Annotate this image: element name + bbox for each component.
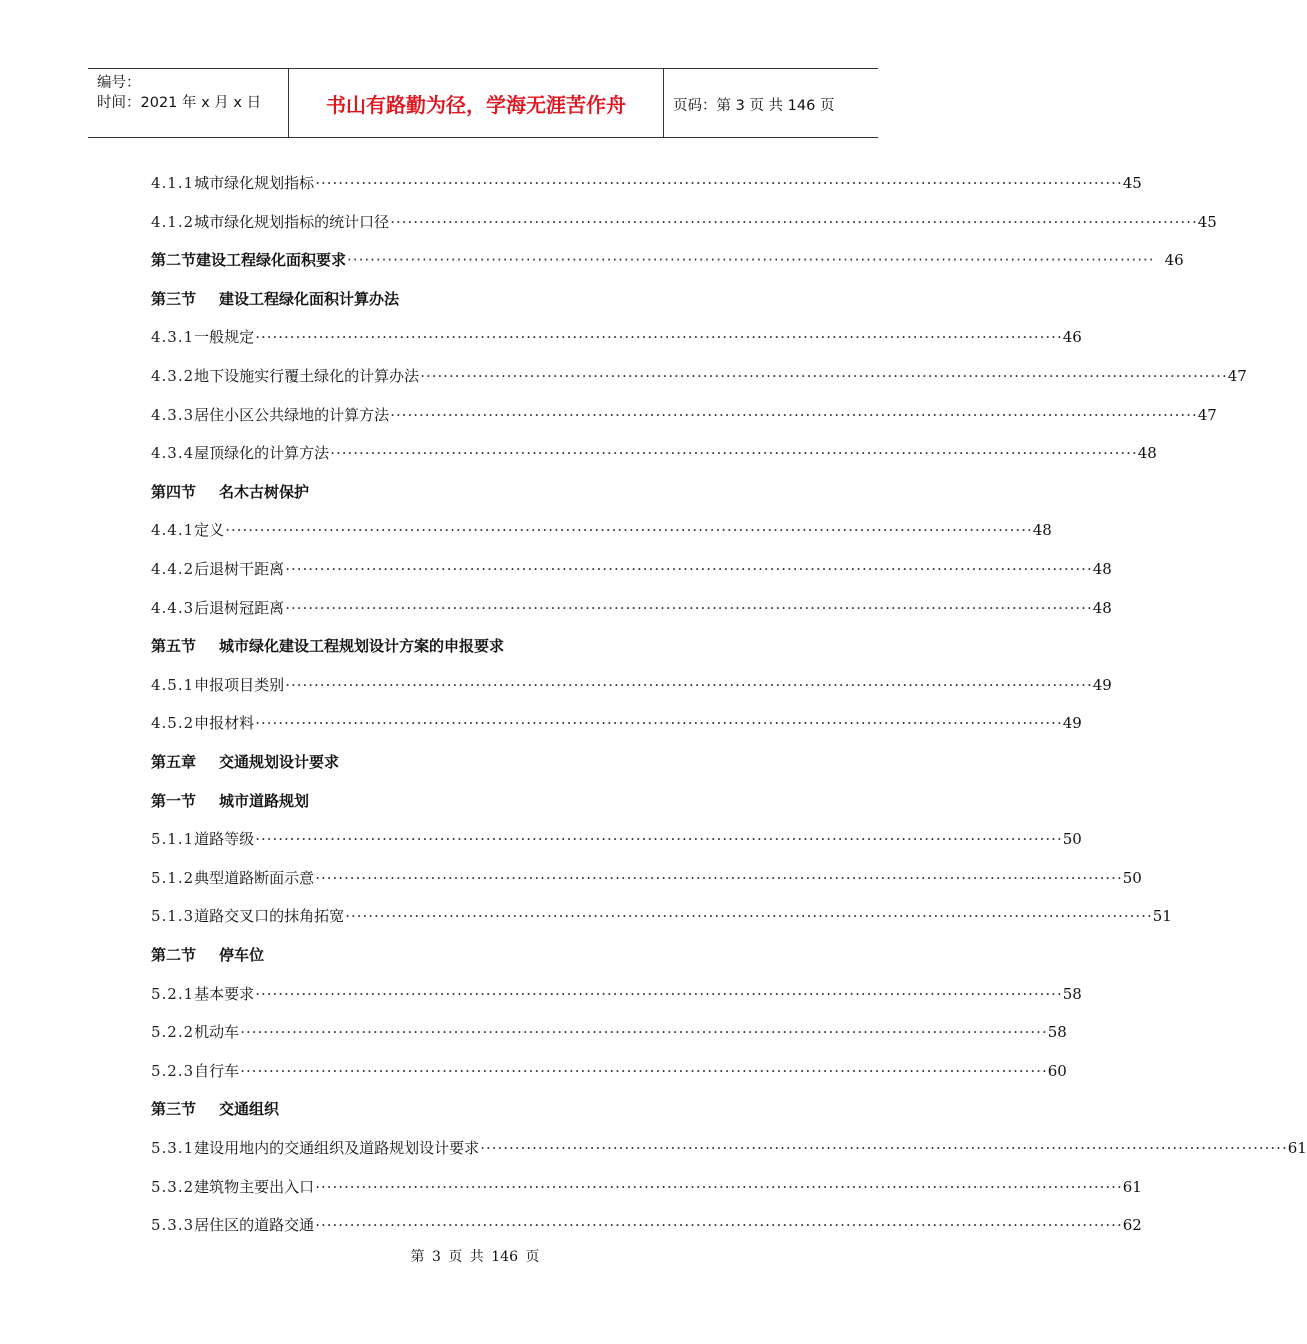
toc-entry — [151, 827, 1082, 851]
toc-page-number: 50 — [1122, 868, 1142, 887]
page-info: 页码：第 3 页 共 146 页 — [673, 98, 835, 114]
leader-dots: ············································································································································ — [390, 212, 1198, 231]
toc-entry — [151, 1136, 1307, 1160]
leader-dots: ············································································································································ — [345, 907, 1153, 926]
toc-section-title: 交通规划设计要求 — [219, 753, 340, 771]
toc-entry-number: 4.5.2 — [151, 714, 195, 733]
toc-page-number: 58 — [1047, 1023, 1067, 1042]
leader-dots: ············································································································································ — [255, 830, 1063, 849]
leader-dots: ············································································································································ — [255, 714, 1063, 733]
page-footer: 第 3 页 共 146 页 — [410, 1249, 540, 1265]
toc-section-label: 第一节 — [151, 791, 197, 810]
leader-dots: ············································································································································ — [347, 251, 1155, 270]
toc-entry — [151, 1020, 1067, 1044]
toc-page-number: 48 — [1032, 521, 1052, 540]
motto-text: 书山有路勤为径，学海无涯苦作舟 — [326, 93, 626, 117]
toc-entry-number: 5.1.3 — [151, 907, 195, 926]
toc-section-heading — [151, 480, 309, 504]
toc-entry-number: 4.5.1 — [151, 675, 195, 694]
toc-page-number: 48 — [1092, 598, 1112, 617]
toc-entry-title: 建设用地内的交通组织及道路规划设计要求 — [194, 1139, 480, 1157]
leader-dots: ············································································································································ — [285, 560, 1093, 578]
toc-entry-title: 地下设施实行覆土绿化的计算办法 — [194, 367, 420, 385]
toc-entry-title: 后退树干距离 — [194, 560, 285, 578]
toc-page-number: 46 — [1164, 251, 1184, 270]
toc-entry-title: 道路交叉口的抹角拓宽 — [194, 907, 345, 926]
leader-dots: ············································································································································ — [315, 1216, 1123, 1235]
leader-dots: ············································································································································ — [285, 598, 1093, 617]
toc-section-title: 建设工程绿化面积要求 — [196, 251, 347, 270]
toc-entry-title: 申报项目类别 — [194, 675, 285, 694]
leader-dots: ············································································································································ — [480, 1139, 1288, 1157]
toc-entry-number: 5.3.2 — [151, 1177, 195, 1196]
toc-entry — [151, 518, 1052, 542]
leader-dots: ············································································································································ — [420, 367, 1228, 385]
toc-entry-title: 屋顶绿化的计算方法 — [194, 444, 330, 463]
leader-dots: ············································································································································ — [285, 675, 1093, 694]
toc-entry-title: 一般规定 — [194, 328, 255, 347]
toc-section-title: 建设工程绿化面积计算办法 — [219, 289, 400, 308]
time-label: 时间：2021 年 x 月 x 日 — [97, 95, 262, 111]
toc-page-number: 48 — [1137, 444, 1157, 463]
toc-page-number: 45 — [1197, 212, 1217, 231]
leader-dots: ············································································································································ — [390, 405, 1198, 424]
toc-entry-title: 机动车 — [194, 1023, 240, 1042]
toc-entry-title: 申报材料 — [194, 714, 255, 733]
toc-entry-number: 4.3.2 — [151, 367, 195, 385]
toc-section-label: 第五章 — [151, 753, 197, 771]
leader-dots: ············································································································································ — [330, 444, 1138, 463]
toc-page-number: 47 — [1227, 367, 1247, 385]
toc-section-label: 第五节 — [151, 637, 197, 656]
toc-entry — [151, 557, 1112, 581]
leader-dots: ············································································································································ — [315, 868, 1123, 887]
toc-section-heading — [151, 943, 264, 967]
leader-dots: ············································································································································ — [225, 521, 1033, 540]
toc-page-number: 50 — [1062, 830, 1082, 849]
toc-entry-number: 4.3.1 — [151, 328, 195, 347]
leader-dots: ············································································································································ — [315, 1177, 1123, 1196]
toc-entry — [151, 1213, 1142, 1237]
toc-entry-title: 道路等级 — [194, 830, 255, 849]
toc-section-label: 第二节 — [151, 946, 197, 964]
leader-dots: ············································································································································ — [255, 328, 1063, 347]
toc-section-label: 第三节 — [151, 289, 197, 308]
toc-entry — [151, 403, 1217, 427]
toc-section-heading — [151, 750, 339, 774]
toc-page-number: 58 — [1062, 984, 1082, 1003]
toc-entry-title: 城市绿化规划指标 — [194, 174, 315, 192]
toc-entry-title: 居住区的道路交通 — [194, 1216, 315, 1235]
toc-entry — [151, 982, 1082, 1006]
toc-section-heading — [151, 248, 1184, 272]
toc-section-label: 第三节 — [151, 1100, 197, 1119]
toc-entry — [151, 325, 1082, 349]
toc-entry — [151, 1175, 1142, 1199]
toc-entry-number: 5.1.2 — [151, 868, 195, 887]
toc-entry-number: 5.2.3 — [151, 1061, 195, 1080]
number-label: 编号： — [97, 75, 141, 91]
toc-entry — [151, 171, 1142, 195]
toc-page-number: 60 — [1047, 1061, 1067, 1080]
toc-page-number: 46 — [1062, 328, 1082, 347]
toc-entry-number: 4.1.1 — [151, 174, 195, 192]
toc-entry-number: 5.1.1 — [151, 830, 195, 849]
toc-section-heading — [151, 789, 309, 813]
toc-entry — [151, 711, 1082, 735]
toc-entry — [151, 866, 1142, 890]
toc-section-heading — [151, 287, 399, 311]
toc-page-number: 45 — [1122, 174, 1142, 192]
toc-entry-number: 4.4.1 — [151, 521, 195, 540]
toc-entry — [151, 1059, 1067, 1083]
toc-entry-number: 5.3.1 — [151, 1139, 195, 1157]
toc-entry — [151, 441, 1157, 465]
toc-entry-number: 5.2.1 — [151, 984, 195, 1003]
leader-dots: ············································································································································ — [240, 1061, 1048, 1080]
toc-entry — [151, 364, 1247, 388]
toc-entry-number: 5.2.2 — [151, 1023, 195, 1042]
leader-dots: ············································································································································ — [255, 984, 1063, 1003]
toc-page-number: 48 — [1092, 560, 1112, 578]
toc-entry-title: 后退树冠距离 — [194, 598, 285, 617]
toc-entry — [151, 210, 1217, 234]
leader-dots: ············································································································································ — [240, 1023, 1048, 1042]
toc-section-heading — [151, 1097, 279, 1121]
toc-section-title: 停车位 — [219, 946, 265, 964]
toc-entry-title: 城市绿化规划指标的统计口径 — [194, 212, 390, 231]
toc-entry-title: 自行车 — [194, 1061, 240, 1080]
toc-section-title: 交通组织 — [219, 1100, 280, 1119]
toc-section-title: 城市绿化建设工程规划设计方案的申报要求 — [219, 637, 505, 656]
toc-section-heading — [151, 634, 504, 658]
toc-entry-number: 5.3.3 — [151, 1216, 195, 1235]
toc-section-title: 城市道路规划 — [219, 791, 310, 810]
toc-section-title: 名木古树保护 — [219, 482, 310, 501]
toc-entry — [151, 596, 1112, 620]
toc-entry-number: 4.1.2 — [151, 212, 195, 231]
toc-entry-title: 基本要求 — [194, 984, 255, 1003]
toc-page-number: 61 — [1122, 1177, 1142, 1196]
toc-page-number: 61 — [1287, 1139, 1307, 1157]
toc-section-label: 第四节 — [151, 482, 197, 501]
toc-entry-title: 居住小区公共绿地的计算方法 — [194, 405, 390, 424]
toc-entry-title: 定义 — [194, 521, 225, 540]
toc-page-number: 51 — [1152, 907, 1172, 926]
toc-page-number: 49 — [1092, 675, 1112, 694]
toc-entry — [151, 904, 1172, 928]
toc-entry-title: 建筑物主要出入口 — [194, 1177, 315, 1196]
toc-entry-title: 典型道路断面示意 — [194, 868, 315, 887]
toc-entry — [151, 673, 1112, 697]
leader-dots: ············································································································································ — [315, 174, 1123, 192]
toc-entry-number: 4.3.4 — [151, 444, 195, 463]
toc-entry-number: 4.3.3 — [151, 405, 195, 424]
toc-section-label: 第二节 — [151, 251, 197, 270]
toc-page-number: 49 — [1062, 714, 1082, 733]
toc-entry-number: 4.4.2 — [151, 560, 195, 578]
toc-page-number: 47 — [1197, 405, 1217, 424]
toc-entry-number: 4.4.3 — [151, 598, 195, 617]
toc-page-number: 62 — [1122, 1216, 1142, 1235]
